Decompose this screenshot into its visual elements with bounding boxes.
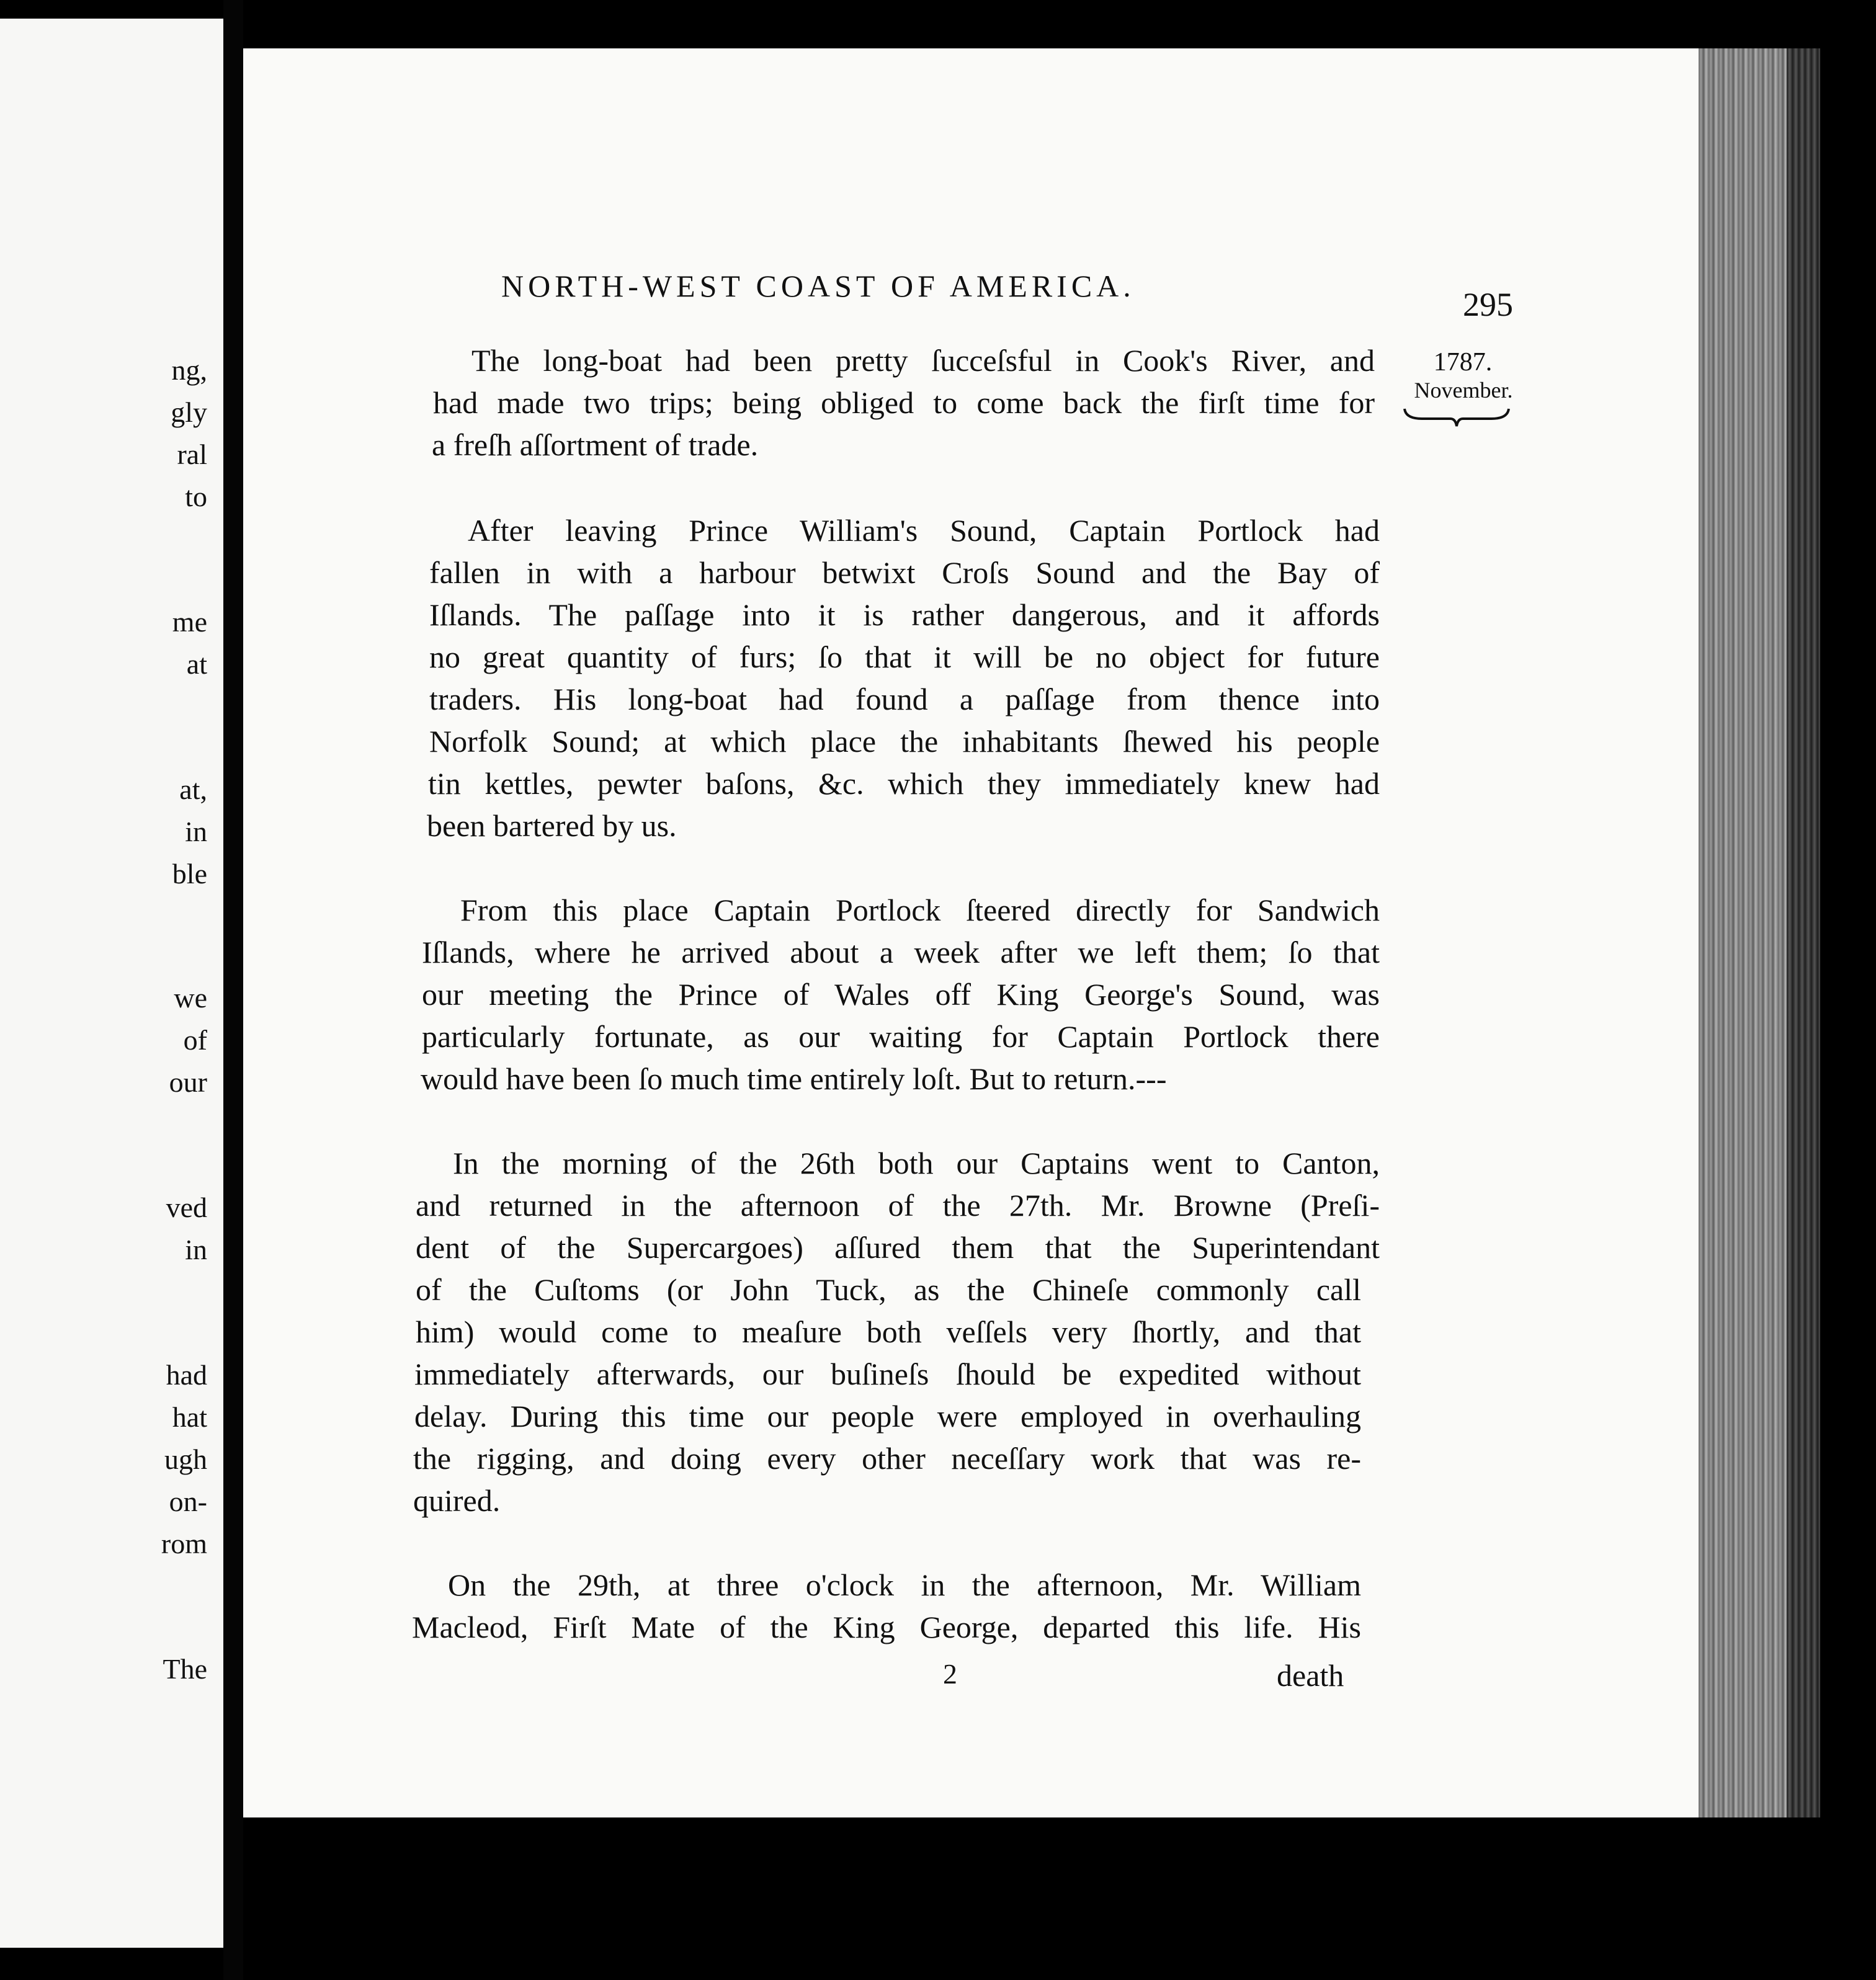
catchword: death (1277, 1658, 1344, 1693)
left-fragment: in (185, 1234, 207, 1265)
text-line: In the morning of the 26th both our Captains went to Canton, (453, 1146, 1380, 1180)
left-page (0, 19, 223, 1948)
text-line: our meeting the Prince of Wales off King George's Sound, was (422, 977, 1380, 1012)
text-line: After leaving Prince William's Sound, Captain Portlock had (468, 513, 1380, 548)
left-fragment: ral (177, 439, 207, 470)
left-fragment: at (186, 648, 207, 680)
text-line: Macleod, Firſt Mate of the King George, departed this life. His (412, 1610, 1361, 1644)
text-line: immediately afterwards, our buſineſs ſhould be expedited without (414, 1357, 1361, 1391)
left-fragment: on- (169, 1486, 207, 1517)
page-number: 295 (1463, 286, 1513, 323)
text-line: traders. His long-boat had found a paſſage from thence into (429, 682, 1380, 716)
text-line: Norfolk Sound; at which place the inhabitants ſhewed his people (429, 724, 1380, 759)
text-line: delay. During this time our people were employed in overhauling (414, 1399, 1361, 1434)
margin-note-year: 1787. (1433, 348, 1493, 377)
left-fragment: ble (172, 858, 207, 890)
text-line: The long-boat had been pretty ſucceſsful in Cook's River, and (471, 343, 1375, 378)
left-fragment: we (174, 982, 207, 1014)
left-fragment: our (169, 1066, 207, 1098)
text-line: the rigging, and doing every other neceſſary work that was re- (413, 1441, 1361, 1476)
text-line: a freſh aſſortment of trade. (432, 427, 759, 462)
text-line: no great quantity of furs; ſo that it will be no object for future (429, 640, 1380, 674)
text-line: On the 29th, at three o'clock in the afternoon, Mr. William (448, 1568, 1361, 1602)
page-edges-dark (1787, 48, 1820, 1817)
text-line: had made two trips; being obliged to come back the firſt time for (433, 385, 1375, 420)
left-fragment: gly (171, 396, 207, 428)
left-fragment: ved (166, 1192, 207, 1223)
text-line: been bartered by us. (427, 808, 677, 843)
text-line: Iſlands, where he arrived about a week after we left them; ſo that (422, 935, 1380, 970)
left-fragment: at, (179, 774, 207, 805)
text-line: and returned in the afternoon of the 27th. Mr. Browne (Preſi- (416, 1188, 1380, 1223)
text-line: tin kettles, pewter baſons, &c. which they immediately knew had (428, 766, 1380, 801)
left-fragment: of (183, 1024, 207, 1056)
left-fragment: me (172, 606, 207, 638)
margin-brace (1403, 406, 1510, 427)
left-fragment: to (185, 481, 207, 512)
left-fragment: ng, (171, 354, 207, 386)
left-fragment: The (163, 1653, 207, 1685)
left-fragment: rom (161, 1528, 207, 1559)
signature-mark: 2 (943, 1658, 957, 1690)
text-line: of the Cuſtoms (or John Tuck, as the Chineſe commonly call (416, 1272, 1361, 1307)
text-line: From this place Captain Portlock ſteered directly for Sandwich (460, 893, 1380, 927)
text-line: him) would come to meaſure both veſſels very ſhortly, and that (416, 1314, 1361, 1349)
left-fragment: hat (172, 1401, 207, 1433)
left-fragment: ugh (164, 1443, 207, 1475)
text-line: Iſlands. The paſſage into it is rather dangerous, and it affords (429, 597, 1380, 632)
text-line: would have been ſo much time entirely loſt. But to return.--- (421, 1061, 1167, 1096)
text-line: fallen in with a harbour betwixt Croſs Sound and the Bay of (429, 555, 1380, 590)
left-fragment: had (166, 1359, 207, 1391)
running-head: NORTH-WEST COAST OF AMERICA. (501, 269, 1135, 303)
text-line: dent of the Supercargoes) aſſured them that the Superintendant (416, 1230, 1380, 1265)
book-gutter (223, 0, 243, 1980)
text-line: quired. (413, 1483, 501, 1518)
margin-note-month: November. (1414, 378, 1513, 403)
text-line: particularly fortunate, as our waiting for Captain Portlock there (422, 1019, 1380, 1054)
left-fragment: in (185, 816, 207, 847)
